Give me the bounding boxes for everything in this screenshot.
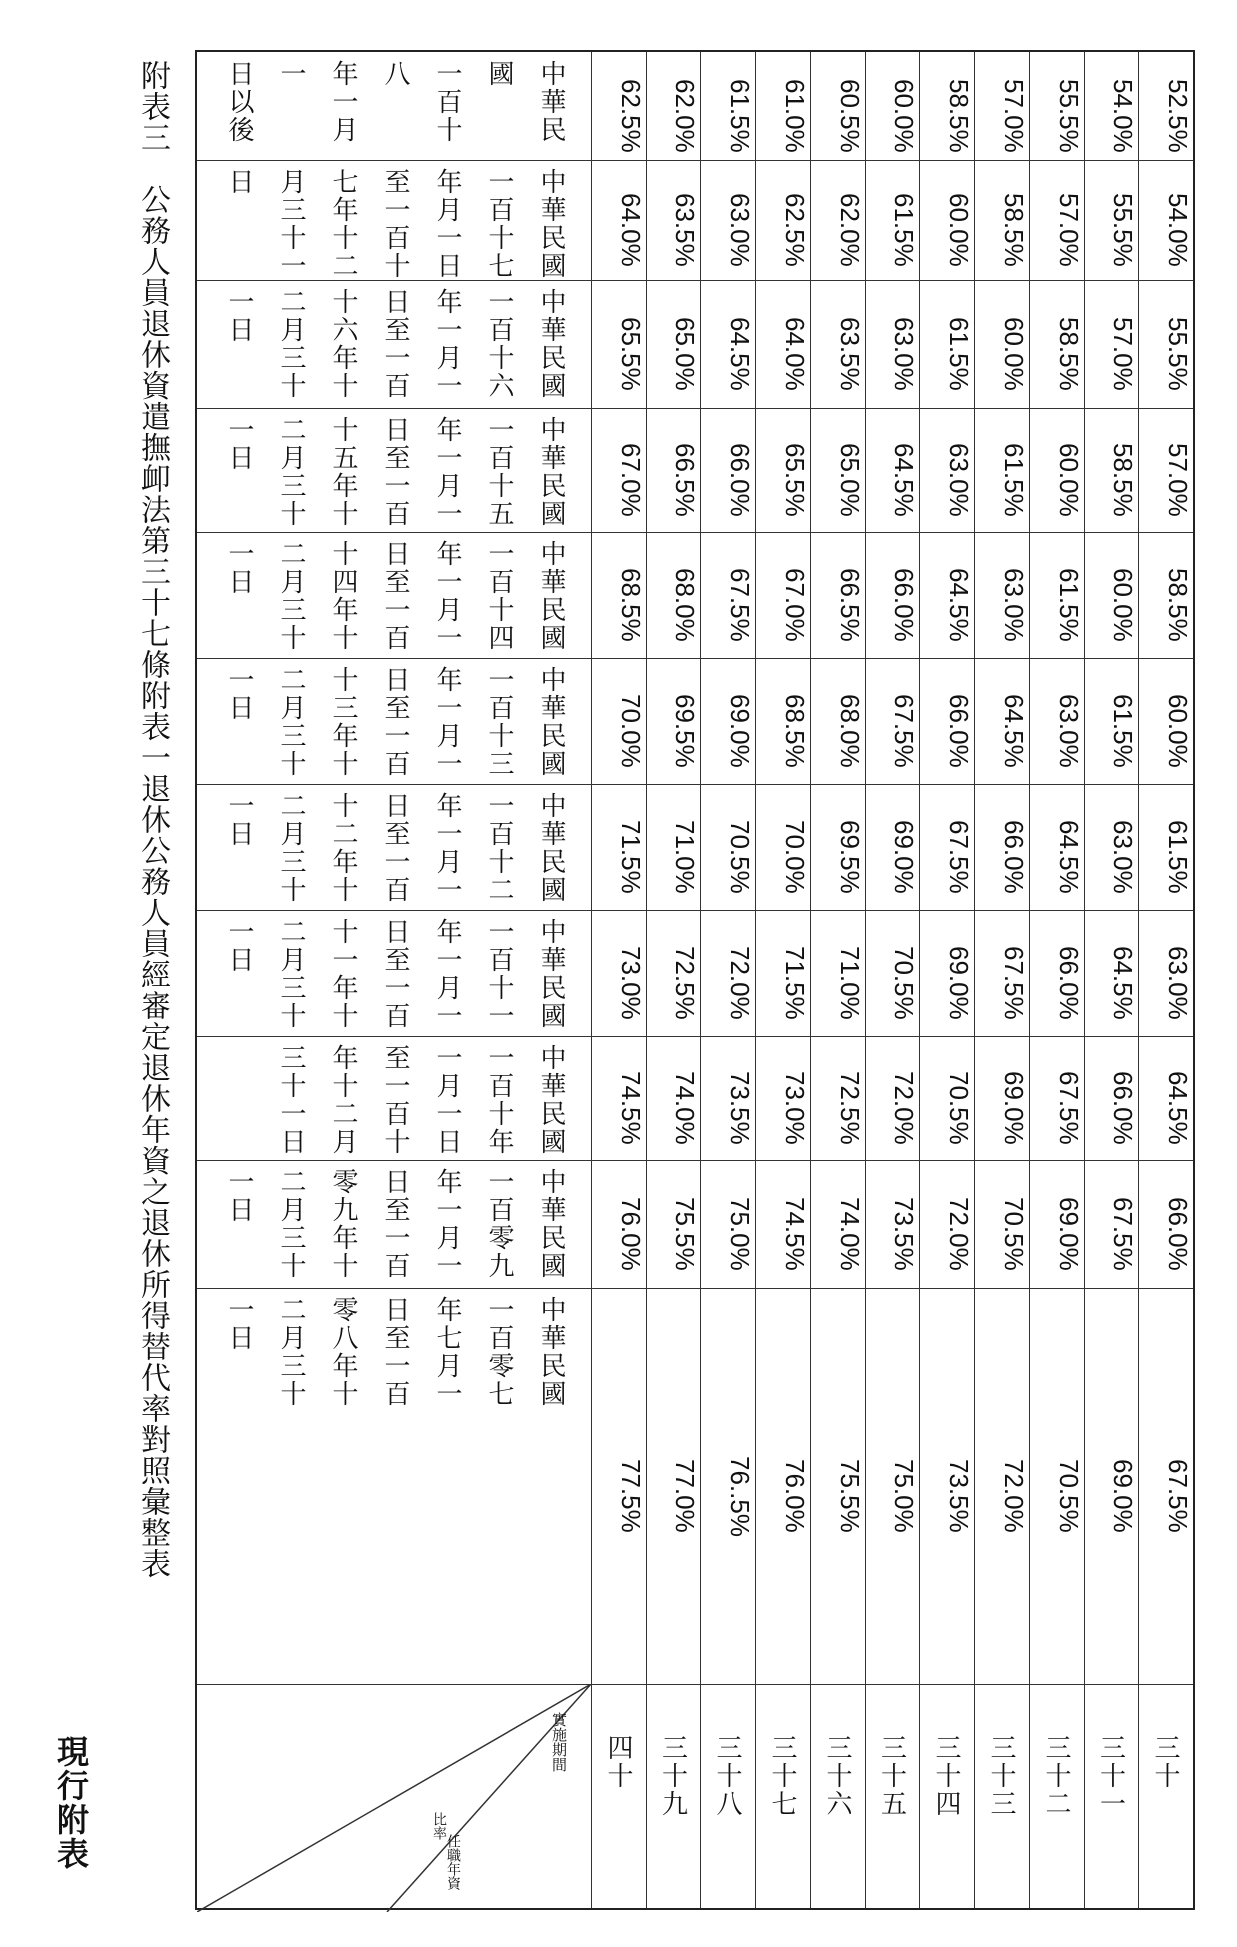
rate-cell: 66.0% <box>1163 1197 1193 1271</box>
rate-cell: 62.0% <box>835 193 865 267</box>
years-label: 三十三 <box>986 1734 1016 1818</box>
period-header-line: 十三年十 <box>328 666 358 778</box>
rate-cell: 67.5% <box>725 568 755 642</box>
rate-cell: 67.0% <box>780 568 810 642</box>
rate-cell: 63.0% <box>889 317 919 391</box>
period-header-line: 中華民國 <box>536 540 566 652</box>
rate-cell: 69.0% <box>725 694 755 768</box>
period-header <box>197 408 591 532</box>
period-header <box>197 532 591 658</box>
period-header-line: 一日 <box>224 540 254 596</box>
rate-cell: 77.0% <box>670 1459 700 1533</box>
rate-cell: 52.5% <box>1163 79 1193 153</box>
period-header-line: 中華民國 <box>536 416 566 528</box>
period-header-line: 二月三十 <box>276 416 306 528</box>
rate-cell: 64.5% <box>944 568 974 642</box>
rate-cell: 72.0% <box>889 1071 919 1145</box>
period-header-line: 二月三十 <box>276 1296 306 1408</box>
period-header-line: 三十一日 <box>276 1044 306 1156</box>
period-header-line: 二月三十 <box>276 1168 306 1280</box>
rate-cell: 66.5% <box>835 568 865 642</box>
rate-cell: 73.0% <box>616 946 646 1020</box>
rate-cell: 60.0% <box>1108 568 1138 642</box>
period-header-line: 年一月一 <box>432 288 462 400</box>
rate-cell: 61.5% <box>1054 568 1084 642</box>
rate-cell: 66.0% <box>889 568 919 642</box>
years-cell <box>591 1684 646 1912</box>
rate-cell: 61.5% <box>889 193 919 267</box>
rate-cell: 66.0% <box>944 694 974 768</box>
rate-cell: 61.5% <box>1108 694 1138 768</box>
rate-cell: 65.5% <box>780 443 810 517</box>
period-header-line: 一百十二 <box>484 792 514 904</box>
rate-cell: 74.0% <box>670 1071 700 1145</box>
rate-cell: 68.0% <box>670 568 700 642</box>
years-label: 三十一 <box>1095 1734 1126 1818</box>
period-header-line: 中華民國 <box>536 1168 566 1280</box>
years-label: 三十七 <box>767 1734 797 1818</box>
period-header-line: 二月三十 <box>276 918 306 1030</box>
rate-cell: 71.0% <box>835 946 865 1020</box>
period-header-line: 十二年十 <box>328 792 358 904</box>
period-header-text <box>213 60 577 160</box>
period-header-text <box>213 288 577 408</box>
rate-cell: 71.0% <box>670 820 700 894</box>
rate-cell: 64.5% <box>725 317 755 391</box>
rate-cell: 63.0% <box>1054 694 1084 768</box>
rate-cell: 76.0% <box>616 1197 646 1271</box>
period-header-line: 一日 <box>224 792 254 848</box>
period-header-line: 一百十年 <box>484 1044 514 1156</box>
period-header-line: 一百十八 <box>380 60 462 144</box>
rate-cell: 73.5% <box>944 1459 974 1533</box>
rate-cell: 75.0% <box>889 1459 919 1533</box>
rate-cell: 63.0% <box>944 443 974 517</box>
page-title: 附表三 公務人員退休資遣撫卹法第三十七條附表一退休公務人員經審定退休年資之退休所得替代率對照彙整表 <box>135 60 170 1579</box>
rate-cell: 74.5% <box>780 1197 810 1271</box>
period-header-line: 二月三十 <box>276 288 306 400</box>
years-cell <box>646 1684 700 1912</box>
years-label: 三十九 <box>657 1734 688 1818</box>
rate-cell: 65.5% <box>616 317 646 391</box>
rate-cell: 60.5% <box>835 79 865 153</box>
rate-cell: 61.5% <box>725 79 755 153</box>
period-header-line: 日至一百 <box>380 918 410 1030</box>
years-label: 四十 <box>603 1734 633 1790</box>
period-header-line: 年一月一 <box>276 60 358 144</box>
rate-cell: 61.5% <box>999 443 1029 517</box>
period-header-line: 月三十一 <box>276 168 306 280</box>
rate-cell: 74.0% <box>835 1197 865 1271</box>
period-header-line: 一百十一 <box>484 918 514 1030</box>
rate-cell: 63.0% <box>725 193 755 267</box>
period-header-line: 年七月一 <box>432 1296 462 1408</box>
corner-years-label: 任職年資 <box>445 1834 461 1890</box>
period-header-line: 一百零七 <box>484 1296 514 1408</box>
period-header-line: 一百十四 <box>484 540 514 652</box>
period-header-line: 年一月一 <box>432 666 462 778</box>
period-header-line: 至一百十 <box>380 168 410 280</box>
years-label: 三十二 <box>1041 1734 1071 1818</box>
period-header-line: 十一年十 <box>328 918 358 1030</box>
years-label: 三十五 <box>876 1734 907 1818</box>
rate-cell: 69.5% <box>670 694 700 768</box>
rate-cell: 57.0% <box>1163 443 1193 517</box>
rate-cell: 67.5% <box>944 820 974 894</box>
rate-cell: 70.5% <box>889 946 919 1020</box>
years-cell <box>810 1684 865 1912</box>
rate-cell: 68.5% <box>780 694 810 768</box>
rate-cell: 70.5% <box>1054 1459 1084 1533</box>
rate-cell: 71.5% <box>780 946 810 1020</box>
period-header-line: 年一月一 <box>432 1168 462 1280</box>
period-header-line: 一百十三 <box>484 666 514 778</box>
rate-cell: 60.0% <box>944 193 974 267</box>
rate-cell: 66.0% <box>999 820 1029 894</box>
period-header-line: 一日 <box>224 666 254 722</box>
rate-cell: 69.0% <box>944 946 974 1020</box>
period-header <box>197 658 591 784</box>
period-header-line: 中華民國 <box>536 918 566 1030</box>
rate-cell: 67.5% <box>1108 1197 1138 1271</box>
period-header-line: 二月三十 <box>276 540 306 652</box>
period-header-line: 日 <box>224 168 254 196</box>
rate-cell: 60.0% <box>1054 443 1084 517</box>
rate-cell: 61.0% <box>780 79 810 153</box>
rate-cell: 73.0% <box>780 1071 810 1145</box>
rate-cell: 60.0% <box>889 79 919 153</box>
rate-cell: 58.5% <box>999 193 1029 267</box>
period-header-line: 年月一日 <box>432 168 462 280</box>
years-label: 三十四 <box>931 1734 961 1818</box>
rate-cell: 67.5% <box>999 946 1029 1020</box>
period-header-line: 日至一百 <box>380 666 410 778</box>
period-header-line: 零八年十 <box>328 1296 358 1408</box>
period-header-line: 年一月一 <box>432 792 462 904</box>
years-cell <box>1029 1684 1084 1912</box>
period-header-line: 日至一百 <box>380 1168 410 1280</box>
rate-cell: 62.5% <box>780 193 810 267</box>
period-header <box>197 1288 591 1684</box>
period-header <box>197 910 591 1036</box>
period-header-line: 一百零九 <box>484 1168 514 1280</box>
rate-cell: 66.0% <box>725 443 755 517</box>
rate-cell: 57.0% <box>1108 317 1138 391</box>
years-label: 三十六 <box>822 1734 852 1818</box>
period-header <box>197 784 591 910</box>
rate-cell: 72.5% <box>835 1071 865 1145</box>
rate-cell: 75.0% <box>725 1197 755 1271</box>
rate-cell: 70.5% <box>999 1197 1029 1271</box>
replacement-rate-table <box>195 50 1195 1910</box>
period-header-line: 日至一百 <box>380 540 410 652</box>
period-header-text <box>213 416 577 532</box>
rate-cell: 60.0% <box>1163 694 1193 768</box>
period-header-line: 一月一日 <box>432 1044 462 1156</box>
rate-cell: 64.0% <box>780 317 810 391</box>
years-label: 三十八 <box>712 1734 742 1818</box>
period-header-line: 一日 <box>224 918 254 974</box>
period-header-text <box>213 792 577 910</box>
rate-cell: 75.5% <box>670 1197 700 1271</box>
rate-cell: 66.0% <box>1108 1071 1138 1145</box>
period-header-line: 中華民國 <box>536 666 566 778</box>
section-heading: 現行附表 <box>52 1735 90 1871</box>
rate-cell: 69.0% <box>1108 1459 1138 1533</box>
rate-cell: 61.5% <box>944 317 974 391</box>
rate-cell: 76.0% <box>780 1459 810 1533</box>
rate-cell: 65.0% <box>670 317 700 391</box>
rate-cell: 77.5% <box>616 1459 646 1533</box>
period-header <box>197 160 591 280</box>
rate-cell: 64.5% <box>1163 1071 1193 1145</box>
period-header-line: 中華民國 <box>536 1296 566 1408</box>
period-header-line: 日以後 <box>224 60 254 144</box>
rate-cell: 74.5% <box>616 1071 646 1145</box>
period-header-line: 中華民國 <box>484 60 566 144</box>
rate-cell: 64.5% <box>1054 820 1084 894</box>
period-header <box>197 280 591 408</box>
rate-cell: 69.5% <box>835 820 865 894</box>
rate-cell: 60.0% <box>999 317 1029 391</box>
rate-cell: 70.5% <box>725 820 755 894</box>
rate-cell: 58.5% <box>1163 568 1193 642</box>
corner-ratio-label: 比率 <box>431 1812 447 1840</box>
rate-cell: 58.5% <box>1108 443 1138 517</box>
rate-cell: 62.5% <box>616 79 646 153</box>
rate-cell: 76..5% <box>725 1455 755 1537</box>
years-cell <box>1138 1684 1193 1912</box>
years-cell <box>700 1684 755 1912</box>
rate-cell: 72.0% <box>725 946 755 1020</box>
period-header-line: 日至一百 <box>380 288 410 400</box>
period-header-line: 十六年十 <box>328 288 358 400</box>
period-header-line: 一百十六 <box>484 288 514 400</box>
period-header-line: 年十二月 <box>328 1044 358 1156</box>
rate-cell: 57.0% <box>1054 193 1084 267</box>
rate-cell: 63.0% <box>1163 946 1193 1020</box>
rate-cell: 54.0% <box>1163 193 1193 267</box>
corner-diagonals <box>197 1684 591 1912</box>
period-header <box>197 52 591 160</box>
corner-period-label: 實施期間 <box>550 1712 568 1772</box>
years-cell <box>865 1684 919 1912</box>
period-header-text <box>213 1296 577 1684</box>
rate-cell: 67.0% <box>616 443 646 517</box>
rate-cell: 61.5% <box>1163 820 1193 894</box>
rate-cell: 70.0% <box>616 694 646 768</box>
period-header-text <box>213 918 577 1036</box>
period-header-text <box>213 666 577 784</box>
period-header-line: 中華民國 <box>536 1044 566 1156</box>
years-cell <box>755 1684 810 1912</box>
period-header-line: 年一月一 <box>432 918 462 1030</box>
period-header-line: 中華民國 <box>536 288 566 400</box>
rate-cell: 63.0% <box>1108 820 1138 894</box>
rate-cell: 70.0% <box>780 820 810 894</box>
rate-cell: 58.5% <box>944 79 974 153</box>
period-header-line: 年一月一 <box>432 416 462 528</box>
period-header <box>197 1160 591 1288</box>
period-header-line: 二月三十 <box>276 666 306 778</box>
rate-cell: 63.0% <box>999 568 1029 642</box>
rate-cell: 73.5% <box>725 1071 755 1145</box>
period-header-line: 十四年十 <box>328 540 358 652</box>
period-header-text <box>213 168 577 280</box>
period-header-line: 中華民國 <box>536 792 566 904</box>
years-cell <box>1084 1684 1138 1912</box>
period-header-line: 一日 <box>224 1168 254 1224</box>
period-header-text <box>213 1168 577 1288</box>
rate-cell: 69.0% <box>999 1071 1029 1145</box>
rate-cell: 73.5% <box>889 1197 919 1271</box>
rate-cell: 63.5% <box>670 193 700 267</box>
period-header-line: 年一月一 <box>432 540 462 652</box>
period-header-text <box>213 540 577 658</box>
rate-cell: 64.5% <box>999 694 1029 768</box>
rate-cell: 57.0% <box>999 79 1029 153</box>
rate-cell: 69.0% <box>889 820 919 894</box>
rate-cell: 66.0% <box>1054 946 1084 1020</box>
rate-cell: 75.5% <box>835 1459 865 1533</box>
rate-cell: 58.5% <box>1054 317 1084 391</box>
rate-cell: 72.0% <box>999 1459 1029 1533</box>
rate-cell: 72.0% <box>944 1197 974 1271</box>
period-header-line: 中華民國 <box>536 168 566 280</box>
rate-cell: 55.5% <box>1108 193 1138 267</box>
rate-cell: 54.0% <box>1108 79 1138 153</box>
period-header-line: 日至一百 <box>380 792 410 904</box>
rate-cell: 71.5% <box>616 820 646 894</box>
rate-cell: 67.5% <box>1054 1071 1084 1145</box>
rate-cell: 69.0% <box>1054 1197 1084 1271</box>
period-header-line: 零九年十 <box>328 1168 358 1280</box>
rate-cell: 55.5% <box>1054 79 1084 153</box>
period-header <box>197 1036 591 1160</box>
rate-cell: 66.5% <box>670 443 700 517</box>
period-header-line: 一日 <box>224 416 254 472</box>
period-header-text <box>265 1044 577 1160</box>
rate-cell: 63.5% <box>835 317 865 391</box>
rate-cell: 65.0% <box>835 443 865 517</box>
rate-cell: 64.0% <box>616 193 646 267</box>
rate-cell: 68.5% <box>616 568 646 642</box>
rate-cell: 62.0% <box>670 79 700 153</box>
period-header-line: 一百十五 <box>484 416 514 528</box>
rate-cell: 55.5% <box>1163 317 1193 391</box>
period-header-line: 七年十二 <box>328 168 358 280</box>
period-header-line: 十五年十 <box>328 416 358 528</box>
rate-cell: 64.5% <box>889 443 919 517</box>
period-header-line: 一日 <box>224 1296 254 1352</box>
period-header-line: 一日 <box>224 288 254 344</box>
years-label: 三十 <box>1150 1734 1180 1790</box>
years-cell <box>919 1684 974 1912</box>
rate-cell: 67.5% <box>889 694 919 768</box>
period-header-line: 二月三十 <box>276 792 306 904</box>
period-header-line: 一百十七 <box>484 168 514 280</box>
rate-cell: 70.5% <box>944 1071 974 1145</box>
rate-cell: 68.0% <box>835 694 865 768</box>
rate-cell: 64.5% <box>1108 946 1138 1020</box>
rate-cell: 72.5% <box>670 946 700 1020</box>
period-header-line: 日至一百 <box>380 1296 410 1408</box>
rate-cell: 67.5% <box>1163 1459 1193 1533</box>
period-header-line: 至一百十 <box>380 1044 410 1156</box>
years-cell <box>974 1684 1029 1912</box>
period-header-line: 日至一百 <box>380 416 410 528</box>
